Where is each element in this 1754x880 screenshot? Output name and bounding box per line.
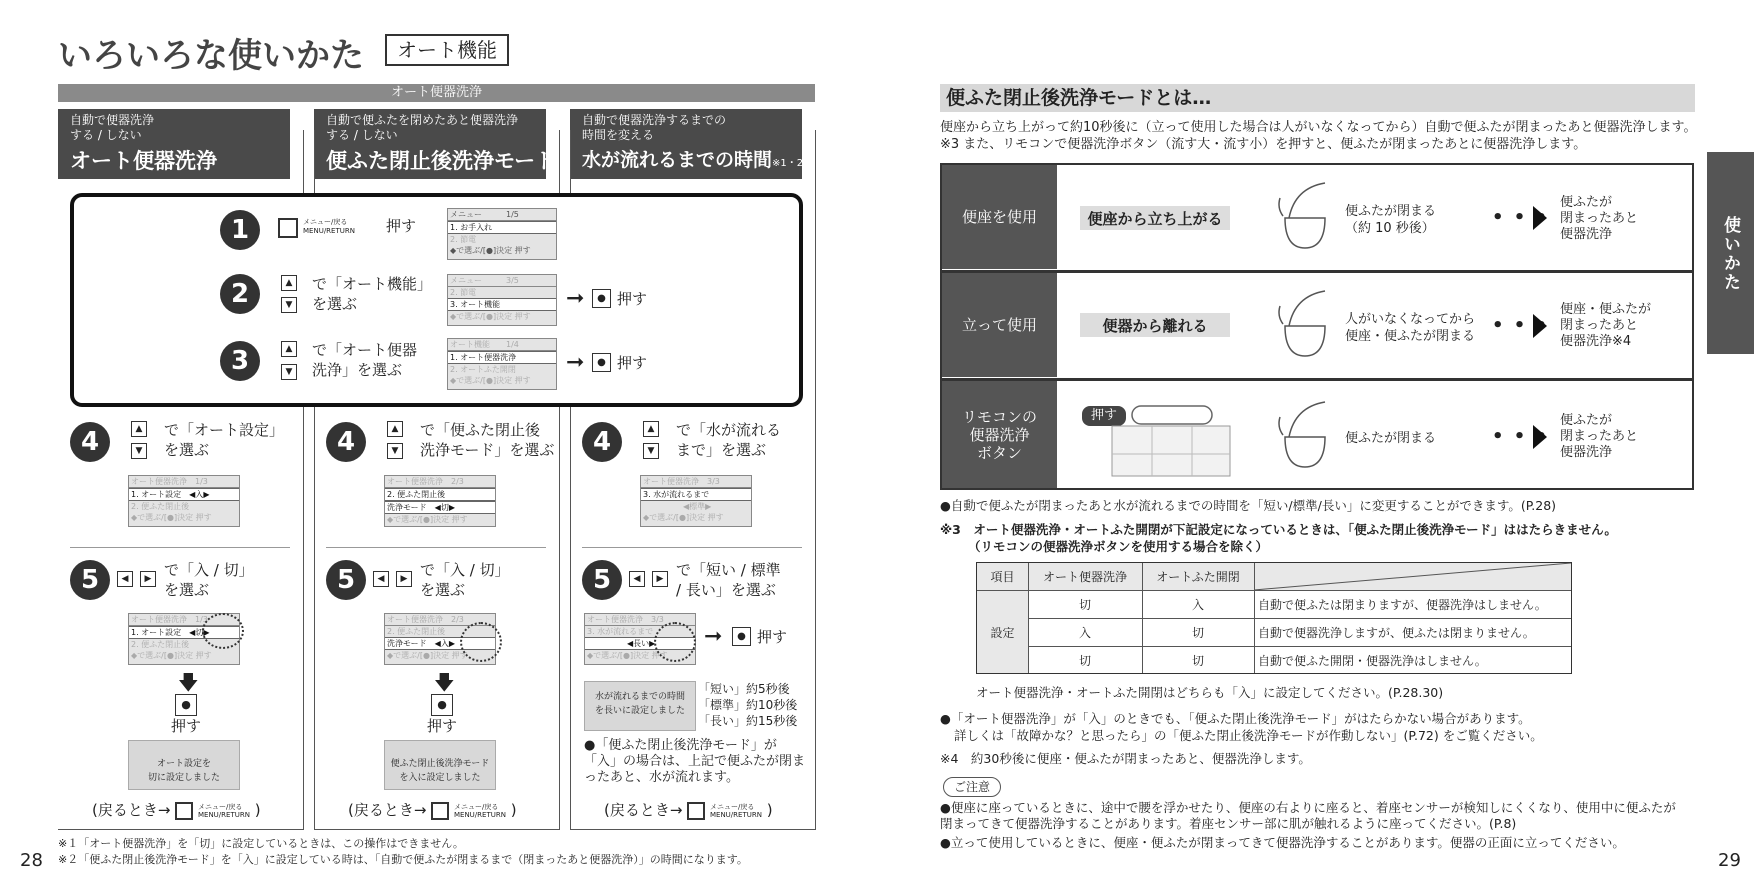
lcd-display bbox=[447, 208, 557, 260]
lcd-line: ◆で選ぶ/[●]決定 押す bbox=[131, 651, 212, 660]
step-number: 2 bbox=[220, 274, 260, 314]
confirm-message: 便ふた閉止後洗浄モード を入に設定しました bbox=[384, 740, 496, 790]
lcd-line: ◆で選ぶ/[●]決定 押す bbox=[131, 513, 212, 522]
note: ●自動で便ふたが閉まったあと水が流れるまでの時間を「短い/標準/長い」に変更することができます。(P.28) bbox=[940, 498, 1557, 513]
step-text: で「オート設定」 を選ぶ bbox=[164, 421, 285, 459]
time-list bbox=[698, 681, 797, 729]
step-number: 1 bbox=[220, 210, 260, 250]
lcd-line: ◆で選ぶ/[●]決定 押す bbox=[587, 651, 668, 660]
back-text bbox=[604, 800, 773, 820]
lcd-line: 2. 便ふた閉止後 bbox=[131, 640, 190, 649]
table-cell: 自動で便ふたは閉まりますが、便器洗浄はしません。 bbox=[1258, 598, 1547, 612]
left-arrow-icon[interactable]: ◀ bbox=[373, 571, 389, 587]
section-bar: オート便器洗浄 bbox=[58, 84, 815, 102]
note: ●「オート便器洗浄」が「入」のときでも、「便ふた閉止後洗浄モード」がはたらかない場合があります。 bbox=[940, 711, 1531, 726]
row-label: 便座を使用 bbox=[942, 165, 1057, 269]
divider bbox=[326, 547, 546, 548]
right-arrow-icon[interactable]: ▶ bbox=[652, 571, 668, 587]
row-desc: 便ふたが閉まる （約 10 秒後） bbox=[1345, 204, 1437, 236]
up-arrow-icon[interactable]: ▲ bbox=[643, 421, 659, 437]
section-heading: 便ふた閉止後洗浄モードとは… bbox=[940, 84, 1695, 112]
page-number: 29 bbox=[1718, 850, 1741, 871]
column-header-sub: 自動で便器洗浄するまでの 時間を変える bbox=[582, 113, 727, 142]
row-result: 便ふたが 閉まったあと 便器洗浄 bbox=[1560, 413, 1639, 460]
lcd-line: 2. 節電 bbox=[450, 235, 477, 244]
note: （リモコンの便器洗浄ボタンを使用する場合を除く） bbox=[968, 539, 1269, 554]
enter-button-icon[interactable]: ● bbox=[592, 289, 611, 308]
back-text-start: (戻るとき→ bbox=[92, 801, 171, 819]
menu-return-button[interactable] bbox=[278, 218, 298, 238]
lcd-line: メニュー 1/5 bbox=[448, 209, 556, 221]
menu-return-label: メニュー/戻る MENU/RETURN bbox=[197, 802, 250, 819]
table-cell: 切 bbox=[1078, 598, 1091, 612]
lcd-line: メニュー 3/5 bbox=[448, 275, 556, 287]
down-arrow-icon: 🡇 bbox=[434, 670, 455, 694]
confirm-message: 水が流れるまでの時間 を長いに設定しました bbox=[584, 681, 696, 731]
back-text-end: ) bbox=[254, 801, 261, 819]
highlight-circle bbox=[202, 613, 244, 649]
flow-dots: • • • bbox=[1492, 315, 1550, 336]
toilet-icon bbox=[1275, 397, 1335, 477]
menu-return-button[interactable] bbox=[175, 802, 193, 820]
down-arrow-icon[interactable]: ▼ bbox=[281, 297, 297, 313]
column-header-main-text: 水が流れるまでの時間 bbox=[582, 149, 773, 171]
up-arrow-icon[interactable]: ▲ bbox=[281, 275, 297, 291]
table-cell: 切 bbox=[1078, 653, 1091, 668]
menu-return-label: メニュー/戻る MENU/RETURN bbox=[453, 802, 506, 819]
table-cell: 自動で便ふた開閉・便器洗浄はしません。 bbox=[1258, 653, 1487, 668]
up-arrow-icon[interactable]: ▲ bbox=[281, 341, 297, 357]
down-arrow-icon[interactable]: ▼ bbox=[131, 443, 147, 459]
note: ※3 オート便器洗浄・オートふた開閉が下記設定になっているときは、「便ふた閉止後洗浄モード」ははたらきません。 bbox=[940, 522, 1617, 537]
menu-return-label: メニュー/戻る MENU/RETURN bbox=[303, 218, 355, 235]
step-text: で「入 / 切」 を選ぶ bbox=[164, 561, 254, 599]
left-arrow-icon[interactable]: ◀ bbox=[117, 571, 133, 587]
table-cell: 自動で便器洗浄しますが、便ふたは閉まりません。 bbox=[1258, 626, 1535, 640]
lcd-line: ◆で選ぶ/[●]決定 押す bbox=[643, 513, 724, 522]
lcd-line: 3. オート機能 bbox=[448, 298, 556, 311]
lcd-display bbox=[640, 475, 752, 527]
step-text: で「入 / 切」 を選ぶ bbox=[420, 561, 510, 599]
row-desc: 人がいなくなってから 便座・便ふたが閉まる bbox=[1345, 312, 1476, 344]
back-text-start: (戻るとき→ bbox=[604, 801, 683, 819]
confirm-message: オート設定を 切に設定しました bbox=[128, 740, 240, 790]
lcd-line: 1. お手入れ bbox=[448, 221, 556, 234]
lcd-line: 2. 節電 bbox=[450, 288, 477, 297]
step-text: で「短い / 標準 / 長い」を選ぶ bbox=[676, 561, 781, 599]
lcd-display bbox=[128, 475, 240, 527]
lcd-line: ◆で選ぶ/[●]決定 押す bbox=[450, 312, 531, 321]
page-number: 28 bbox=[20, 850, 43, 871]
column-header-main: オート便器洗浄 bbox=[70, 149, 217, 173]
footnote: ※１「オート便器洗浄」を「切」に設定しているときは、この操作はできません。 bbox=[58, 837, 464, 850]
step-number: 4 bbox=[326, 422, 366, 462]
step-number: 4 bbox=[582, 422, 622, 462]
lcd-line: オート便器洗浄 1/3 bbox=[129, 476, 239, 488]
lcd-line: 3. 水が流れるまで bbox=[587, 627, 654, 636]
lcd-line: オート便器洗浄 2/3 bbox=[385, 614, 495, 626]
step-push-text: 押す bbox=[617, 290, 648, 308]
time-option: 「長い」約15秒後 bbox=[698, 714, 798, 728]
push-text: 押す bbox=[757, 628, 788, 646]
lcd-display bbox=[384, 475, 496, 527]
side-tab-label: 使いかた bbox=[1720, 216, 1740, 292]
lcd-line: オート機能 1/4 bbox=[448, 339, 556, 351]
lcd-line: 1. オート設定 ◀切▶ bbox=[129, 626, 239, 639]
arrow-right-icon: ➞ bbox=[704, 624, 723, 649]
lcd-line: 1. オート設定 ◀入▶ bbox=[129, 488, 239, 501]
back-text bbox=[92, 800, 261, 820]
side-tab[interactable] bbox=[1707, 152, 1754, 354]
flow-dots: • • • bbox=[1492, 207, 1550, 228]
lcd-line: 洗浄モード ◀切▶ bbox=[385, 501, 495, 514]
lcd-display bbox=[447, 338, 557, 390]
table-header: オートふた開閉 bbox=[1156, 570, 1240, 584]
divider bbox=[582, 547, 802, 548]
lcd-display bbox=[447, 274, 557, 326]
caution-label: ご注意 bbox=[943, 777, 1001, 797]
table-cell: 入 bbox=[1191, 598, 1204, 612]
highlight-circle bbox=[460, 622, 502, 662]
note: ※4 約30秒後に便座・便ふたが閉まったあと、便器洗浄します。 bbox=[940, 751, 1311, 766]
lcd-line: オート便器洗浄 2/3 bbox=[385, 476, 495, 488]
lcd-line: ◆で選ぶ/[●]決定 押す bbox=[387, 515, 468, 524]
table-note: オート便器洗浄・オートふた開閉はどちらも「入」に設定してください。(P.28.30) bbox=[976, 685, 1444, 700]
down-arrow-icon[interactable]: ▼ bbox=[281, 364, 297, 380]
flow-dots: • • • bbox=[1492, 426, 1550, 447]
divider bbox=[70, 547, 290, 548]
footnote: ※２「便ふた閉止後洗浄モード」を「入」に設定している時は、「自動で便ふたが閉まるまで（閉まったあと便器洗浄）」の時間になります。 bbox=[58, 853, 748, 866]
title-tag: オート機能 bbox=[385, 34, 509, 66]
note: 詳しくは「故障かな？と思ったら」の「便ふた閉止後洗浄モードが作動しない」(P.72) をご覧ください。 bbox=[954, 728, 1543, 743]
menu-return-label: メニュー/戻る MENU/RETURN bbox=[709, 802, 762, 819]
arrow-right-icon: ➞ bbox=[566, 286, 585, 311]
column-header-sub: 自動で便器洗浄 する / しない bbox=[70, 113, 155, 142]
column-header-main: 便ふた閉止後洗浄モード bbox=[326, 149, 557, 173]
step-text: で「便ふた閉止後 洗浄モード」を選ぶ bbox=[420, 421, 555, 459]
enter-button-icon[interactable]: ● bbox=[592, 353, 611, 372]
row-result: 便座・便ふたが 閉まったあと 便器洗浄※4 bbox=[1560, 302, 1652, 349]
step-number: 4 bbox=[70, 422, 110, 462]
row-label: リモコンの 便器洗浄 ボタン bbox=[942, 381, 1057, 488]
column-header-sub: 自動で便ふたを閉めたあと便器洗浄 する / しない bbox=[326, 113, 519, 142]
menu-return-button[interactable] bbox=[431, 802, 449, 820]
back-text bbox=[348, 800, 517, 820]
step-number: 5 bbox=[70, 560, 110, 600]
step-text: 押す bbox=[386, 217, 417, 235]
push-badge: 押す bbox=[1082, 406, 1126, 426]
right-arrow-icon[interactable]: ▶ bbox=[140, 571, 156, 587]
row-action: 便器から離れる bbox=[1080, 313, 1230, 337]
enter-button-icon[interactable]: ● bbox=[431, 694, 453, 716]
step-text: で「オート機能」 を選ぶ bbox=[312, 275, 433, 313]
lcd-line: 2. 便ふた閉止後 bbox=[385, 488, 495, 501]
lcd-line: ◆で選ぶ/[●]決定 押す bbox=[387, 651, 468, 660]
table-group-label: 設定 bbox=[990, 625, 1015, 640]
lcd-line: ◀標準▶ bbox=[643, 502, 712, 511]
push-text: 押す bbox=[427, 717, 458, 735]
toilet-icon bbox=[1275, 286, 1335, 366]
table-diagonal bbox=[1254, 563, 1571, 590]
toilet-icon bbox=[1275, 178, 1335, 258]
enter-button-icon[interactable]: ● bbox=[732, 627, 751, 646]
time-option: 「標準」約10秒後 bbox=[698, 698, 798, 712]
lcd-line: ◆で選ぶ/[●]決定 押す bbox=[450, 246, 531, 255]
intro-text: 便座から立ち上がって約10秒後に（立って使用した場合は人がいなくなってから）自動で便ふたが閉まったあと便器洗浄します。※3 また、リモコンで便器洗浄ボタン（流す大・流す小）を押すと、便ふたが閉まったあとに便器洗浄します。 bbox=[940, 120, 1697, 152]
lcd-line: 洗浄モード ◀入▶ bbox=[385, 637, 495, 650]
lcd-line: ◆で選ぶ/[●]決定 押す bbox=[450, 376, 531, 385]
push-text: 押す bbox=[171, 717, 202, 735]
row-label: 立って使用 bbox=[942, 273, 1057, 377]
enter-button-icon[interactable]: ● bbox=[175, 694, 197, 716]
table-cell: 切 bbox=[1191, 626, 1204, 640]
common-steps-box bbox=[70, 193, 803, 407]
lcd-line: 1. オート便器洗浄 bbox=[448, 351, 556, 364]
row-desc: 便ふたが閉まる bbox=[1345, 431, 1437, 446]
step-number: 5 bbox=[326, 560, 366, 600]
table-header: オート便器洗浄 bbox=[1042, 570, 1127, 584]
back-text-start: (戻るとき→ bbox=[348, 801, 427, 819]
table-header: 項目 bbox=[990, 570, 1015, 584]
remote-control-icon bbox=[1082, 404, 1232, 479]
flow-arrow-icon bbox=[1533, 425, 1547, 449]
lcd-line: 2. 便ふた閉止後 bbox=[131, 502, 190, 511]
up-arrow-icon[interactable]: ▲ bbox=[131, 421, 147, 437]
time-option: 「短い」約5秒後 bbox=[698, 682, 790, 696]
lcd-line: オート便器洗浄 1/3 bbox=[129, 614, 239, 626]
back-text-end: ) bbox=[510, 801, 517, 819]
down-arrow-icon[interactable]: ▼ bbox=[387, 443, 403, 459]
caution-text: ●立って使用しているときに、便座・便ふたが閉まってきて便器洗浄することがあります。便器の正面に立ってください。 bbox=[940, 835, 1625, 850]
back-text-end: ) bbox=[766, 801, 773, 819]
right-arrow-icon[interactable]: ▶ bbox=[396, 571, 412, 587]
table-cell: 入 bbox=[1078, 626, 1091, 640]
flow-arrow-icon bbox=[1533, 206, 1547, 230]
step-number: 3 bbox=[220, 341, 260, 381]
column-header-sup: ※1・2 bbox=[772, 158, 804, 169]
page-title: いろいろな使いかた bbox=[58, 36, 364, 76]
row-result: 便ふたが 閉まったあと 便器洗浄 bbox=[1560, 195, 1639, 242]
table-cell: 切 bbox=[1191, 653, 1204, 668]
row-action: 便座から立ち上がる bbox=[1080, 206, 1230, 230]
lcd-line: オート便器洗浄 3/3 bbox=[585, 614, 695, 626]
flow-arrow-icon bbox=[1533, 314, 1547, 338]
lcd-line: 3. 水が流れるまで bbox=[641, 488, 751, 501]
lcd-line: ◀長い▶ bbox=[585, 637, 695, 650]
column-note: ●「便ふた閉止後洗浄モード」が「入」の場合は、上記で便ふたが閉まったあと、水が流れます。 bbox=[584, 738, 806, 785]
lcd-line: 2. オートふた開閉 bbox=[450, 365, 516, 374]
step-number: 5 bbox=[582, 560, 622, 600]
down-arrow-icon: 🡇 bbox=[178, 670, 199, 694]
step-text: で「水が流れる まで」を選ぶ bbox=[676, 421, 782, 459]
left-arrow-icon[interactable]: ◀ bbox=[629, 571, 645, 587]
arrow-right-icon: ➞ bbox=[566, 350, 585, 375]
up-arrow-icon[interactable]: ▲ bbox=[387, 421, 403, 437]
step-push-text: 押す bbox=[617, 354, 648, 372]
highlight-circle bbox=[654, 622, 696, 662]
lcd-line: 2. 便ふた閉止後 bbox=[387, 627, 446, 636]
lcd-line: オート便器洗浄 3/3 bbox=[641, 476, 751, 488]
caution-text: ●便座に座っているときに、途中で腰を浮かせたり、便座の右よりに座ると、着座センサーが検知しにくくなり、使用中に便ふたが閉まってきて便器洗浄することがあります。着座センサー部に肌が触れるように座ってください。(P.8) bbox=[940, 800, 1676, 831]
down-arrow-icon[interactable]: ▼ bbox=[643, 443, 659, 459]
menu-return-button[interactable] bbox=[687, 802, 705, 820]
step-text: で「オート便器 洗浄」を選ぶ bbox=[312, 341, 418, 379]
